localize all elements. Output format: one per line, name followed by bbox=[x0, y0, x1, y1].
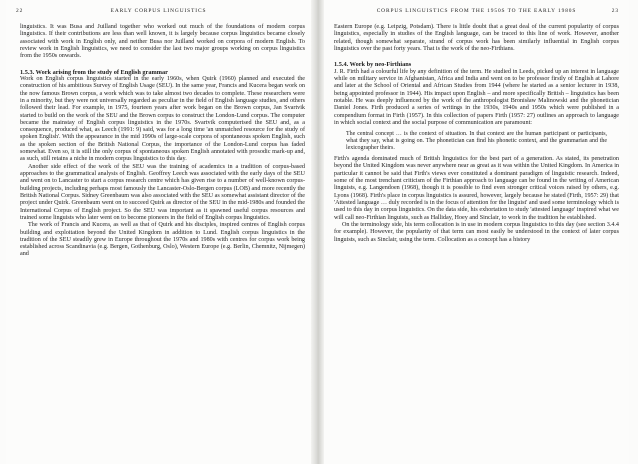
paragraph: J. R. Firth had a colourful life by any definition of the term. He studied in Leeds, picked up an interest in language while on military service in Afghanistan, Africa and India and went on to be professor firstly of English at Lahore and later at the School of Oriental and African Studies from 1944 (where he started as a senior lecturer in 1938, being appointed professor in 1944). His impact upon English – and more specifically British – linguistics has been notable. He was deeply influenced by the work of the anthropologist Bronisław Malinowski and the phonetician Daniel Jones. Firth produced a series of writings in the 1930s, 1940s and 1950s which were published in a compendium format in Firth (1957). In this collection of papers Firth (1957: 27) outlines an approach to language in which social context and the social purpose of communication are paramount: bbox=[334, 68, 619, 126]
paragraph: Work on English corpus linguistics started in the early 1960s, when Quirk (1960) planned and executed the construction of his ambitious Survey of English Usage (SEU). In the same year, Francis and Kucera began work on the now famous Brown corpus, a work which was to take almost two decades to complete. These researchers were in a minority, but they were not universally regarded as peculiar in the field of English language studies, and others followed their lead. For example, in 1975, fourteen years after work began on the Brown corpus, Jan Svartvik started to build on the work of the SEU and the Brown corpus to construct the London-Lund corpus. The computer became the mainstay of English corpus linguistics in the 1970s. Svartvik computerised the SEU and, as a consequence, produced what, as Leech (1991: 9) said, was for a long time 'an unmatched resource for the study of spoken English'. With the appearance in the mid 1990s of large-scale corpora of spontaneous spoken English, such as the spoken section of the British National Corpus, the importance of the London-Lund corpus has faded somewhat. Even so, it is still the only corpus of spontaneous spoken English annotated with prosodic mark-up and, as such, still retains a niche in modern corpus linguistics to this day. bbox=[20, 75, 305, 163]
right-page bbox=[324, 0, 629, 464]
paragraph: Firth's agenda dominated much of British linguistics for the best part of a generation. As stated, its penetration beyond the United Kingdom was never anywhere near as great as it was within the United Kingdom. In America in particular it cannot be said that Firth's views ever constituted a dominant paradigm of linguistic research. Indeed, some of the most trenchant criticism of the Firthian approach to language can be found in the writing of American linguists, e.g. Langendoen (1968), though it is possible to find even stronger critical voices raised by others, e.g. Lyons (1968). Firth's place in corpus linguistics is assured, however, largely because he stated (Firth, 1957: 29) that 'Attested language … duly recorded is in the focus of attention for the linguist' and used some terminology which is used to this day in corpus linguistics. On the data side, his exhortation to study 'attested language' inspired what we will call neo-Firthian linguists, such as Halliday, Hoey and Sinclair, to work in the tradition he established. bbox=[334, 156, 619, 221]
block-quote: The central concept … is the context of situation. In that context are the human participant or participants, what they say, what is going on. The phonetician can find his phonetic context, and the grammarian and the lexicographer theirs. bbox=[346, 131, 607, 152]
section-heading: 1.5.3. Work arising from the study of English grammar bbox=[20, 68, 168, 76]
paragraph: The work of Francis and Kucera, as well as that of Quirk and his disciples, inspired centres of English corpus building and exploitation beyond the United Kingdom in addition to Lund. English corpus linguistics in the tradition of the SEU steadily grew in Europe throughout the 1970s and 1980s with centres for corpus work being established across Scandinavia (e.g. Bergen, Gothenburg, Oslo), Western Europe (e.g. Berlin, Chemnitz, Nijmegen) and bbox=[20, 222, 305, 258]
paragraph: linguistics. It was Busa and Juilland together who worked out much of the foundations of modern corpus linguistics. If their contributions are less than well known, it is largely because corpus linguistics became closely associated with work in English only, and neither Busa nor Juilland worked on corpora of modern English. To review work in English linguistics, we need to consider the last two major groups working on corpus linguistics from the 1950s onwards. bbox=[20, 24, 305, 60]
left-page-header bbox=[16, 8, 301, 18]
section-heading: 1.5.4. Work by neo-Firthians bbox=[334, 61, 412, 69]
paragraph: Another side effect of the work of the SEU was the training of academics in a tradition of corpus-based approaches to the grammatical analysis of English. Geoffrey Leech was associated with the early days of the SEU and went on to Lancaster to start a corpus research centre which has given rise to a number of well-known corpus-building projects, including perhaps most famously the Lancaster-Oslo-Bergen corpus (LOB) and more recently the British National Corpus. Sidney Greenbaum was also associated with the SEU as somewhat assistant director of the project under Quirk. Greenbaum went on to succeed Quirk as director of the SEU in the mid-1980s and founded the International Corpus of English project. So the SEU was important as it spawned useful corpus resources and trained some linguists who later went on to become pioneers in the field of English corpus linguistics. bbox=[20, 163, 305, 221]
paragraph: On the terminology side, his term collocation is in use in modern corpus linguistics to this day (see section 3.4.4 for example). However, the popularity of that term can most easily be understood in the context of later corpus linguists, such as Sinclair, using the term. Collocation as a concept has a history bbox=[334, 221, 619, 243]
right-page-body bbox=[334, 24, 619, 244]
right-page-header bbox=[334, 8, 619, 18]
paragraph: Eastern Europe (e.g. Leipzig, Potsdam). There is little doubt that a great deal of the current popularity of corpus linguistics, especially in studies of the English language, can be traced to this line of work. However, another related, though somewhat separate, strand of corpus work has been similarly influential in English corpus linguistics over the past forty years. That is the work of the neo-Firthians. bbox=[334, 24, 619, 52]
left-page bbox=[6, 0, 311, 464]
running-head: CORPUS LINGUISTICS FROM THE 1950S TO THE EARLY 1980S bbox=[376, 8, 577, 14]
page-number: 22 bbox=[16, 8, 24, 14]
page-number: 23 bbox=[611, 8, 619, 14]
running-head: EARLY CORPUS LINGUISTICS bbox=[110, 8, 207, 14]
book-gutter bbox=[311, 0, 324, 464]
left-page-body bbox=[20, 24, 305, 259]
